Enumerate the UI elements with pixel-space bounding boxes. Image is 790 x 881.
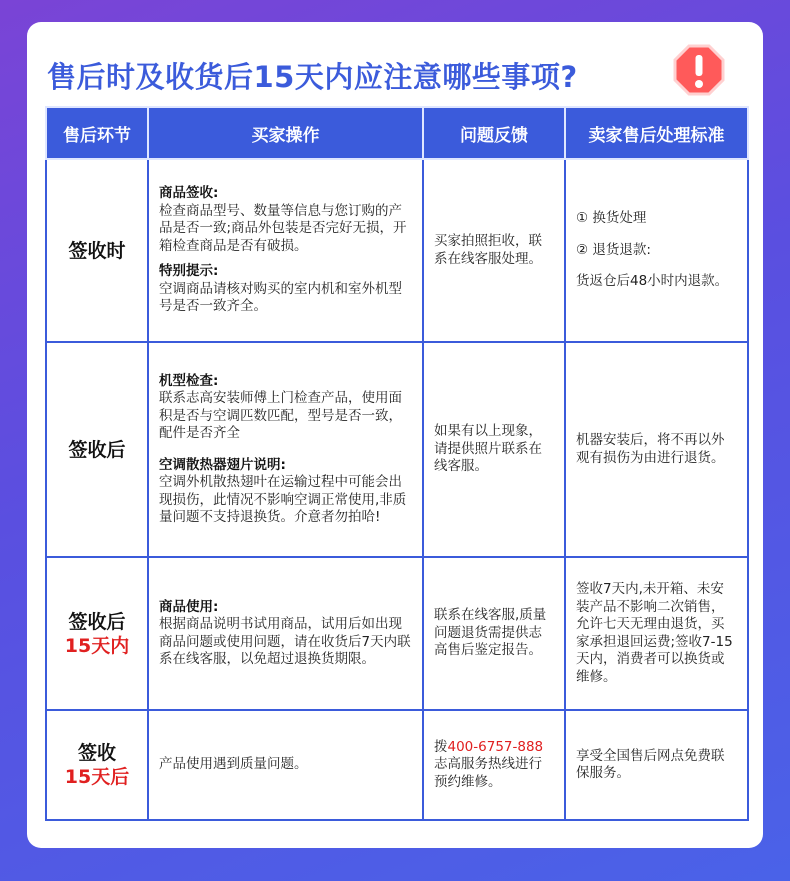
- page-title: 售后时及收货后15天内应注意哪些事项?: [47, 60, 578, 94]
- stage-label: 签收后: [68, 610, 126, 633]
- buyer-action-cell: [148, 557, 423, 710]
- service-hotline-number[interactable]: 400-6757-888: [447, 738, 544, 755]
- buyer-action-cell: 产品使用遇到质量问题。: [148, 710, 423, 820]
- seller-standard-cell: 机器安装后，将不再以外观有损伤为由进行退货。: [565, 342, 748, 557]
- table-row: [46, 342, 748, 557]
- seller-standard-cell: 签收7天内,未开箱、未安装产品不影响二次销售，允许七天无理由退货，买家承担退回运费;签收7-15天内，消费者可以换货或维修。: [565, 557, 748, 710]
- buyer-action-cell: [148, 159, 423, 342]
- stage-cell: [46, 710, 148, 820]
- feedback-prefix: 拨: [434, 738, 448, 755]
- buyer-subheading: 空调散热器翅片说明:: [159, 456, 286, 473]
- table-row: [46, 159, 748, 342]
- header-seller-standard: 卖家售后处理标准: [565, 107, 748, 159]
- seller-line: 货返仓后48小时内退款。: [576, 273, 729, 290]
- buyer-subheading: 特别提示:: [159, 263, 219, 280]
- stage-deadline: 15天内: [64, 634, 130, 657]
- buyer-subheading: 商品签收:: [159, 185, 219, 202]
- feedback-suffix: 志高服务热线进行预约维修。: [434, 756, 542, 790]
- header-buyer-action: 买家操作: [148, 107, 423, 159]
- stage-cell: 签收时: [46, 159, 148, 342]
- stage-label: 签收: [77, 742, 116, 764]
- feedback-cell: 如果有以上现象，请提供照片联系在线客服。: [423, 342, 565, 557]
- after-sales-table: [45, 106, 749, 821]
- feedback-cell: 买家拍照拒收，联系在线客服处理。: [423, 159, 565, 342]
- buyer-text: 联系志高安装师傅上门检查产品，使用面积是否与空调匹数匹配，型号是否一致，配件是否齐全: [159, 390, 402, 441]
- buyer-text: 空调商品请核对购买的室内机和室外机型号是否一致齐全。: [159, 280, 402, 315]
- stage-cell: [46, 557, 148, 710]
- stage-cell: 签收后: [46, 342, 148, 557]
- buyer-text: 空调外机散热翅叶在运输过程中可能会出现损伤，此情况不影响空调正常使用,非质量问题不支持退换货。介意者勿拍哈!: [159, 474, 407, 525]
- seller-standard-cell: 享受全国售后网点免费联保服务。: [565, 710, 748, 820]
- buyer-text: 检查商品型号、数量等信息与您订购的产品是否一致;商品外包装是否完好无损，开箱检查商品是否有破损。: [159, 202, 407, 254]
- header-feedback: 问题反馈: [423, 107, 565, 159]
- table-header-row: [46, 107, 748, 159]
- table-row: [46, 710, 748, 820]
- content-card: [27, 22, 763, 848]
- warning-octagon-icon: [671, 42, 727, 98]
- buyer-text: 根据商品说明书试用商品，试用后如出现商品问题或使用问题，请在收货后7天内联系在线客服，以免超过退换货期限。: [159, 616, 411, 667]
- header-stage: 售后环节: [46, 107, 148, 159]
- buyer-subheading: 机型检查:: [159, 372, 219, 389]
- buyer-action-cell: [148, 342, 423, 557]
- stage-deadline: 15天后: [64, 766, 130, 788]
- seller-standard-cell: [565, 159, 748, 342]
- seller-line: ② 退货退款:: [576, 241, 651, 258]
- feedback-cell: 联系在线客服,质量问题退货需提供志高售后鉴定报告。: [423, 557, 565, 710]
- buyer-subheading: 商品使用:: [159, 598, 219, 615]
- seller-line: ① 换货处理: [576, 210, 647, 227]
- table-row: [46, 557, 748, 710]
- feedback-cell: [423, 710, 565, 820]
